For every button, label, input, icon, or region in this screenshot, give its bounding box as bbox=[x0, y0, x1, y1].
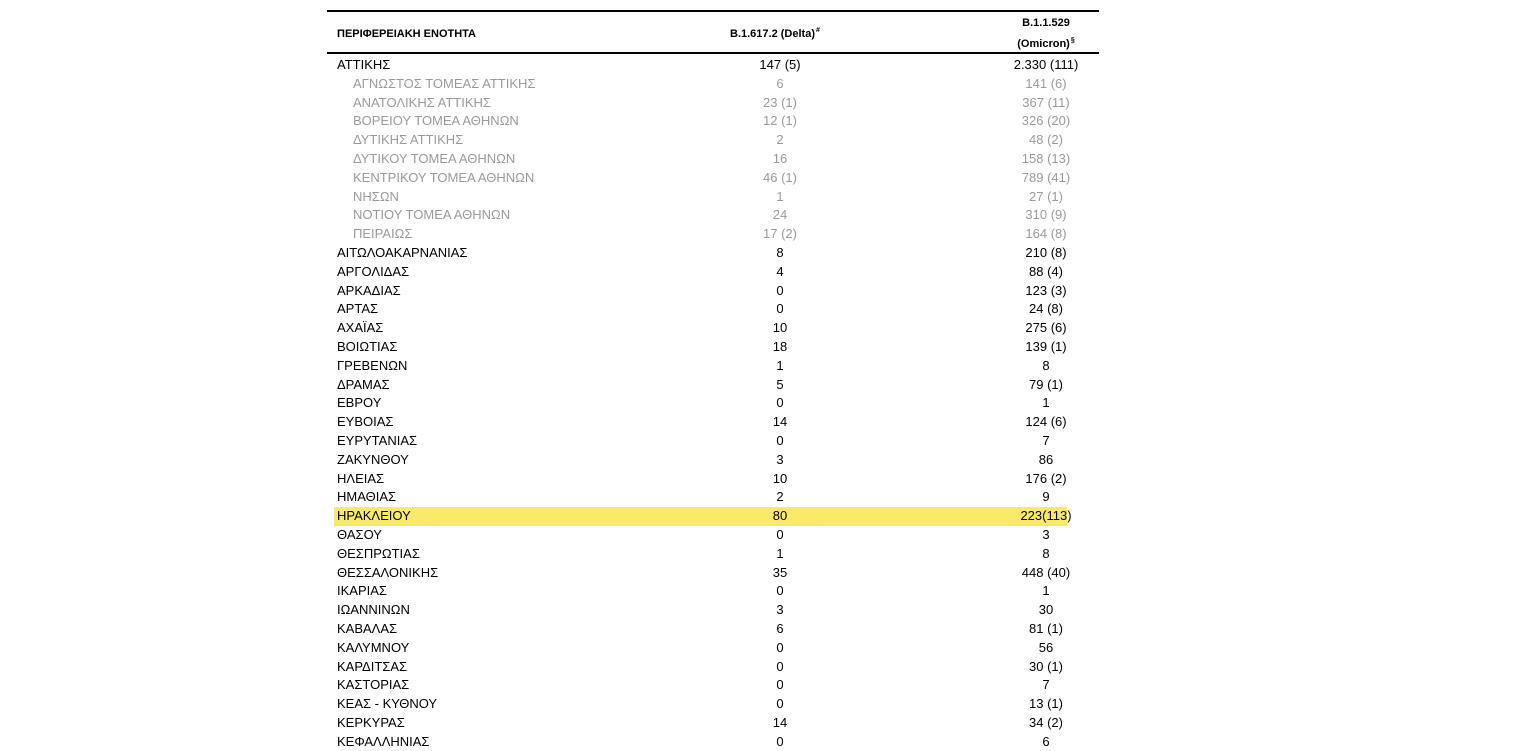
omicron-column-label-line1: B.1.1.529 bbox=[1022, 17, 1070, 29]
delta-value: 1 bbox=[776, 357, 784, 373]
delta-value: 10 bbox=[772, 470, 788, 486]
omicron-value: 30 bbox=[1038, 602, 1054, 618]
region-name: ΒΟΙΩΤΙΑΣ bbox=[337, 338, 398, 354]
omicron-column-label-line2: (Omicron)§ bbox=[1017, 37, 1075, 50]
table-row bbox=[327, 394, 1099, 413]
table-row bbox=[327, 338, 1099, 357]
region-name: ΚΕΦΑΛΛΗΝΙΑΣ bbox=[337, 733, 430, 749]
omicron-value: 8 bbox=[1042, 545, 1050, 561]
delta-value: 0 bbox=[776, 282, 784, 298]
table-row bbox=[327, 357, 1099, 376]
omicron-value: 6 bbox=[1042, 733, 1050, 749]
region-name: ΑΧΑΪΑΣ bbox=[337, 320, 384, 336]
region-name: ΑΡΚΑΔΙΑΣ bbox=[337, 282, 401, 298]
delta-value: 8 bbox=[776, 244, 784, 260]
omicron-value: 367 (11) bbox=[1022, 94, 1070, 110]
table-subrow bbox=[327, 225, 1099, 244]
table-row bbox=[327, 376, 1099, 395]
delta-value: 23 (1) bbox=[763, 94, 797, 110]
region-name: ΕΥΒΟΙΑΣ bbox=[337, 414, 394, 430]
delta-value: 24 bbox=[772, 207, 788, 223]
region-name: ΚΕΝΤΡΙΚΟΥ ΤΟΜΕΑ ΑΘΗΝΩΝ bbox=[353, 169, 535, 185]
region-name: ΚΑΣΤΟΡΙΑΣ bbox=[337, 677, 410, 693]
delta-value: 0 bbox=[776, 696, 784, 712]
region-name: ΑΤΤΙΚΗΣ bbox=[337, 57, 391, 72]
table-subrow bbox=[327, 75, 1099, 94]
delta-value: 4 bbox=[776, 263, 784, 279]
delta-value: 14 bbox=[772, 414, 788, 430]
delta-value: 0 bbox=[776, 658, 784, 674]
table-row bbox=[327, 714, 1099, 733]
region-name: ΘΕΣΠΡΩΤΙΑΣ bbox=[337, 545, 420, 561]
omicron-value: 34 (2) bbox=[1029, 714, 1063, 730]
delta-value: 12 (1) bbox=[763, 113, 797, 129]
delta-value: 1 bbox=[776, 545, 784, 561]
omicron-value: 223(113) bbox=[1020, 508, 1072, 524]
delta-value: 6 bbox=[776, 75, 784, 91]
table-subrow bbox=[327, 169, 1099, 188]
omicron-value: 9 bbox=[1042, 489, 1050, 505]
table-subrow bbox=[327, 131, 1099, 150]
region-name: ΑΡΓΟΛΙΔΑΣ bbox=[337, 263, 410, 279]
region-name: ΘΑΣΟΥ bbox=[337, 526, 382, 542]
delta-value: 147 (5) bbox=[759, 57, 801, 72]
table-subrow bbox=[327, 150, 1099, 169]
region-name: ΒΟΡΕΙΟΥ ΤΟΜΕΑ ΑΘΗΝΩΝ bbox=[353, 113, 519, 129]
region-name: ΠΕΙΡΑΙΩΣ bbox=[353, 226, 413, 242]
omicron-value: 1 bbox=[1042, 395, 1050, 411]
table-row bbox=[327, 676, 1099, 695]
delta-value: 0 bbox=[776, 677, 784, 693]
omicron-footnote-mark: § bbox=[1070, 37, 1075, 44]
delta-value: 5 bbox=[776, 376, 784, 392]
omicron-value: 56 bbox=[1038, 639, 1054, 655]
table-row bbox=[327, 526, 1099, 545]
region-name: ΝΗΣΩΝ bbox=[353, 188, 399, 204]
omicron-value: 27 (1) bbox=[1029, 188, 1063, 204]
delta-value: 35 bbox=[772, 564, 788, 580]
omicron-value: 48 (2) bbox=[1029, 132, 1063, 148]
region-column-header: ΠΕΡΙΦΕΡΕΙΑΚΗ ΕΝΟΤΗΤΑ bbox=[337, 28, 477, 40]
omicron-value: 164 (8) bbox=[1025, 226, 1067, 242]
table-row bbox=[327, 564, 1099, 583]
table-row bbox=[327, 451, 1099, 470]
region-name: ΚΕΑΣ - ΚΥΘΝΟΥ bbox=[337, 696, 438, 712]
delta-column-header bbox=[730, 27, 820, 40]
delta-value: 0 bbox=[776, 301, 784, 317]
omicron-column-header bbox=[1006, 14, 1086, 53]
region-name: ΚΑΛΥΜΝΟΥ bbox=[337, 639, 410, 655]
region-name: ΕΒΡΟΥ bbox=[337, 395, 382, 411]
delta-value: 0 bbox=[776, 733, 784, 749]
region-name: ΗΛΕΙΑΣ bbox=[337, 470, 385, 486]
omicron-value: 13 (1) bbox=[1029, 696, 1063, 712]
omicron-value: 81 (1) bbox=[1029, 620, 1063, 636]
table-row bbox=[327, 470, 1099, 489]
omicron-value: 3 bbox=[1042, 526, 1050, 542]
highlighted-table-row bbox=[334, 507, 1072, 526]
delta-value: 1 bbox=[776, 188, 784, 204]
delta-value: 6 bbox=[776, 620, 784, 636]
region-name: ΔΡΑΜΑΣ bbox=[337, 376, 390, 392]
delta-value: 2 bbox=[776, 132, 784, 148]
omicron-value: 79 (1) bbox=[1029, 376, 1063, 392]
region-name: ΗΡΑΚΛΕΙΟΥ bbox=[337, 508, 411, 524]
region-name: ΔΥΤΙΚΗΣ ΑΤΤΙΚΗΣ bbox=[353, 132, 464, 148]
region-name: ΙΩΑΝΝΙΝΩΝ bbox=[337, 602, 410, 618]
omicron-value: 123 (3) bbox=[1025, 282, 1067, 298]
omicron-value: 1 bbox=[1042, 583, 1050, 599]
table-row bbox=[327, 601, 1099, 620]
region-name: ΚΕΡΚΥΡΑΣ bbox=[337, 714, 405, 730]
delta-value: 0 bbox=[776, 395, 784, 411]
table-row bbox=[327, 658, 1099, 677]
variants-table bbox=[327, 10, 1099, 751]
table-row bbox=[327, 733, 1099, 751]
region-name: ΓΡΕΒΕΝΩΝ bbox=[337, 357, 408, 373]
omicron-value: 448 (40) bbox=[1021, 564, 1071, 580]
delta-value: 3 bbox=[776, 602, 784, 618]
table-row bbox=[327, 582, 1099, 601]
table-row bbox=[327, 300, 1099, 319]
delta-value: 0 bbox=[776, 432, 784, 448]
table-row bbox=[327, 244, 1099, 263]
delta-value: 80 bbox=[772, 508, 788, 524]
region-name: ΑΓΝΩΣΤΟΣ ΤΟΜΕΑΣ ΑΤΤΙΚΗΣ bbox=[353, 75, 536, 91]
delta-footnote-mark: # bbox=[815, 27, 820, 34]
region-name: ΕΥΡΥΤΑΝΙΑΣ bbox=[337, 432, 418, 448]
omicron-value: 275 (6) bbox=[1025, 320, 1067, 336]
region-name: ΚΑΒΑΛΑΣ bbox=[337, 620, 398, 636]
table-row bbox=[327, 620, 1099, 639]
table-row bbox=[327, 488, 1099, 507]
table-row bbox=[327, 432, 1099, 451]
region-name: ΑΝΑΤΟΛΙΚΗΣ ΑΤΤΙΚΗΣ bbox=[353, 94, 491, 110]
table-subrow bbox=[327, 206, 1099, 225]
delta-value: 46 (1) bbox=[763, 169, 797, 185]
table-row bbox=[327, 319, 1099, 338]
delta-value: 2 bbox=[776, 489, 784, 505]
omicron-value: 326 (20) bbox=[1021, 113, 1071, 129]
region-name: ΔΥΤΙΚΟΥ ΤΟΜΕΑ ΑΘΗΝΩΝ bbox=[353, 150, 516, 166]
table-body bbox=[327, 56, 1099, 751]
table-subrow bbox=[327, 94, 1099, 113]
delta-value: 16 bbox=[772, 150, 788, 166]
region-name: ΘΕΣΣΑΛΟΝΙΚΗΣ bbox=[337, 564, 439, 580]
delta-value: 10 bbox=[772, 320, 788, 336]
table-row bbox=[327, 545, 1099, 564]
omicron-value: 24 (8) bbox=[1029, 301, 1063, 317]
omicron-value: 7 bbox=[1042, 432, 1050, 448]
delta-value: 0 bbox=[776, 526, 784, 542]
table-row bbox=[327, 282, 1099, 301]
omicron-value: 158 (13) bbox=[1021, 150, 1071, 166]
omicron-value: 86 bbox=[1038, 451, 1054, 467]
region-name: ΑΙΤΩΛΟΑΚΑΡΝΑΝΙΑΣ bbox=[337, 244, 468, 260]
region-name: ΗΜΑΘΙΑΣ bbox=[337, 489, 397, 505]
omicron-value: 30 (1) bbox=[1029, 658, 1063, 674]
region-name: ΖΑΚΥΝΘΟΥ bbox=[337, 451, 409, 467]
omicron-value: 124 (6) bbox=[1025, 414, 1067, 430]
delta-value: 0 bbox=[776, 583, 784, 599]
table-header bbox=[327, 10, 1099, 54]
region-name: ΙΚΑΡΙΑΣ bbox=[337, 583, 387, 599]
region-name: ΑΡΤΑΣ bbox=[337, 301, 379, 317]
omicron-value: 8 bbox=[1042, 357, 1050, 373]
delta-column-label: B.1.617.2 (Delta) bbox=[730, 28, 815, 40]
table-row bbox=[327, 695, 1099, 714]
table-subrow bbox=[327, 112, 1099, 131]
region-name: ΝΟΤΙΟΥ ΤΟΜΕΑ ΑΘΗΝΩΝ bbox=[353, 207, 511, 223]
table-row bbox=[327, 56, 1099, 75]
delta-value: 17 (2) bbox=[763, 226, 797, 242]
delta-value: 14 bbox=[772, 714, 788, 730]
table-subrow bbox=[327, 188, 1099, 207]
omicron-value: 141 (6) bbox=[1025, 75, 1067, 91]
delta-value: 3 bbox=[776, 451, 784, 467]
table-row bbox=[327, 413, 1099, 432]
omicron-value: 2.330 (111) bbox=[1013, 57, 1079, 72]
omicron-value: 310 (9) bbox=[1025, 207, 1067, 223]
omicron-value: 176 (2) bbox=[1025, 470, 1067, 486]
omicron-value: 88 (4) bbox=[1029, 263, 1063, 279]
omicron-value: 7 bbox=[1042, 677, 1050, 693]
omicron-value: 789 (41) bbox=[1021, 169, 1071, 185]
delta-value: 0 bbox=[776, 639, 784, 655]
delta-value: 18 bbox=[772, 338, 788, 354]
table-row bbox=[327, 263, 1099, 282]
table-row bbox=[327, 639, 1099, 658]
omicron-value: 139 (1) bbox=[1025, 338, 1067, 354]
omicron-value: 210 (8) bbox=[1025, 244, 1067, 260]
region-name: ΚΑΡΔΙΤΣΑΣ bbox=[337, 658, 408, 674]
